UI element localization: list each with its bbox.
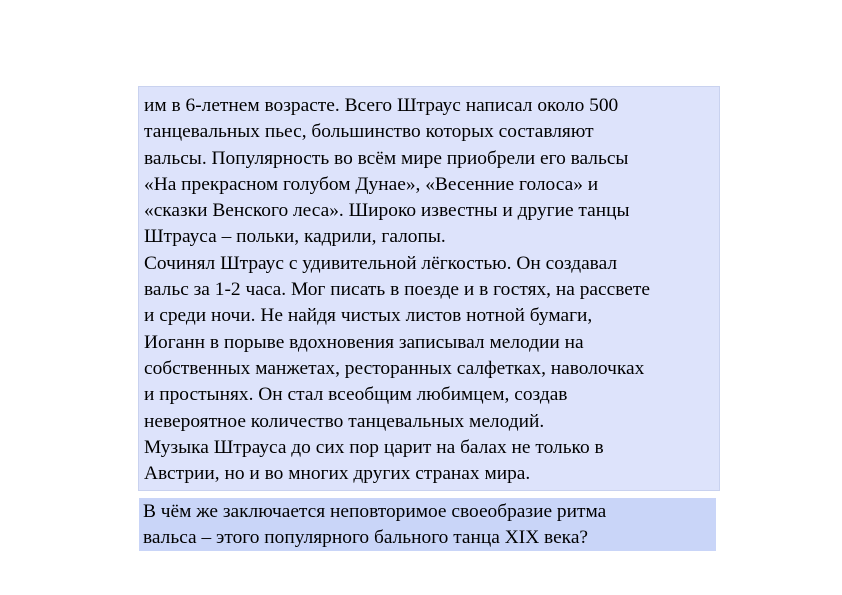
text-line: им в 6-летнем возрасте. Всего Штраус написал около 500 bbox=[144, 95, 619, 116]
text-line: собственных манжетах, ресторанных салфетках, наволочках bbox=[144, 357, 645, 379]
question-line: вальса – этого популярного бального танца XIX века? bbox=[143, 527, 589, 549]
question-line: В чём же заключается неповторимое своеобразие ритма bbox=[143, 501, 607, 522]
text-line: Сочинял Штраус с удивительной лёгкостью. Он создавал bbox=[144, 252, 618, 274]
main-text-box bbox=[138, 86, 720, 491]
text-line: вальс за 1-2 часа. Мог писать в поезде и в гостях, на рассвете bbox=[144, 279, 650, 301]
text-line: Штрауса – польки, кадрили, галопы. bbox=[144, 226, 446, 248]
question-box bbox=[139, 498, 716, 551]
text-line: Австрии, но и во многих других странах мира. bbox=[144, 463, 531, 485]
text-line: «сказки Венского леса». Широко известны и другие танцы bbox=[144, 200, 630, 222]
text-line: Музыка Штрауса до сих пор царит на балах не только в bbox=[144, 436, 604, 458]
text-line: невероятное количество танцевальных мелодий. bbox=[144, 410, 545, 432]
text-line: и простынях. Он стал всеобщим любимцем, создав bbox=[144, 384, 568, 406]
text-line: танцевальных пьес, большинство которых составляют bbox=[144, 121, 594, 143]
text-line: Иоганн в порыве вдохновения записывал мелодии на bbox=[144, 331, 584, 353]
text-line: «На прекрасном голубом Дунае», «Весенние голоса» и bbox=[144, 173, 599, 195]
text-line: вальсы. Популярность во всём мире приобрели его вальсы bbox=[144, 147, 629, 169]
text-line: и среди ночи. Не найдя чистых листов нотной бумаги, bbox=[144, 305, 593, 327]
